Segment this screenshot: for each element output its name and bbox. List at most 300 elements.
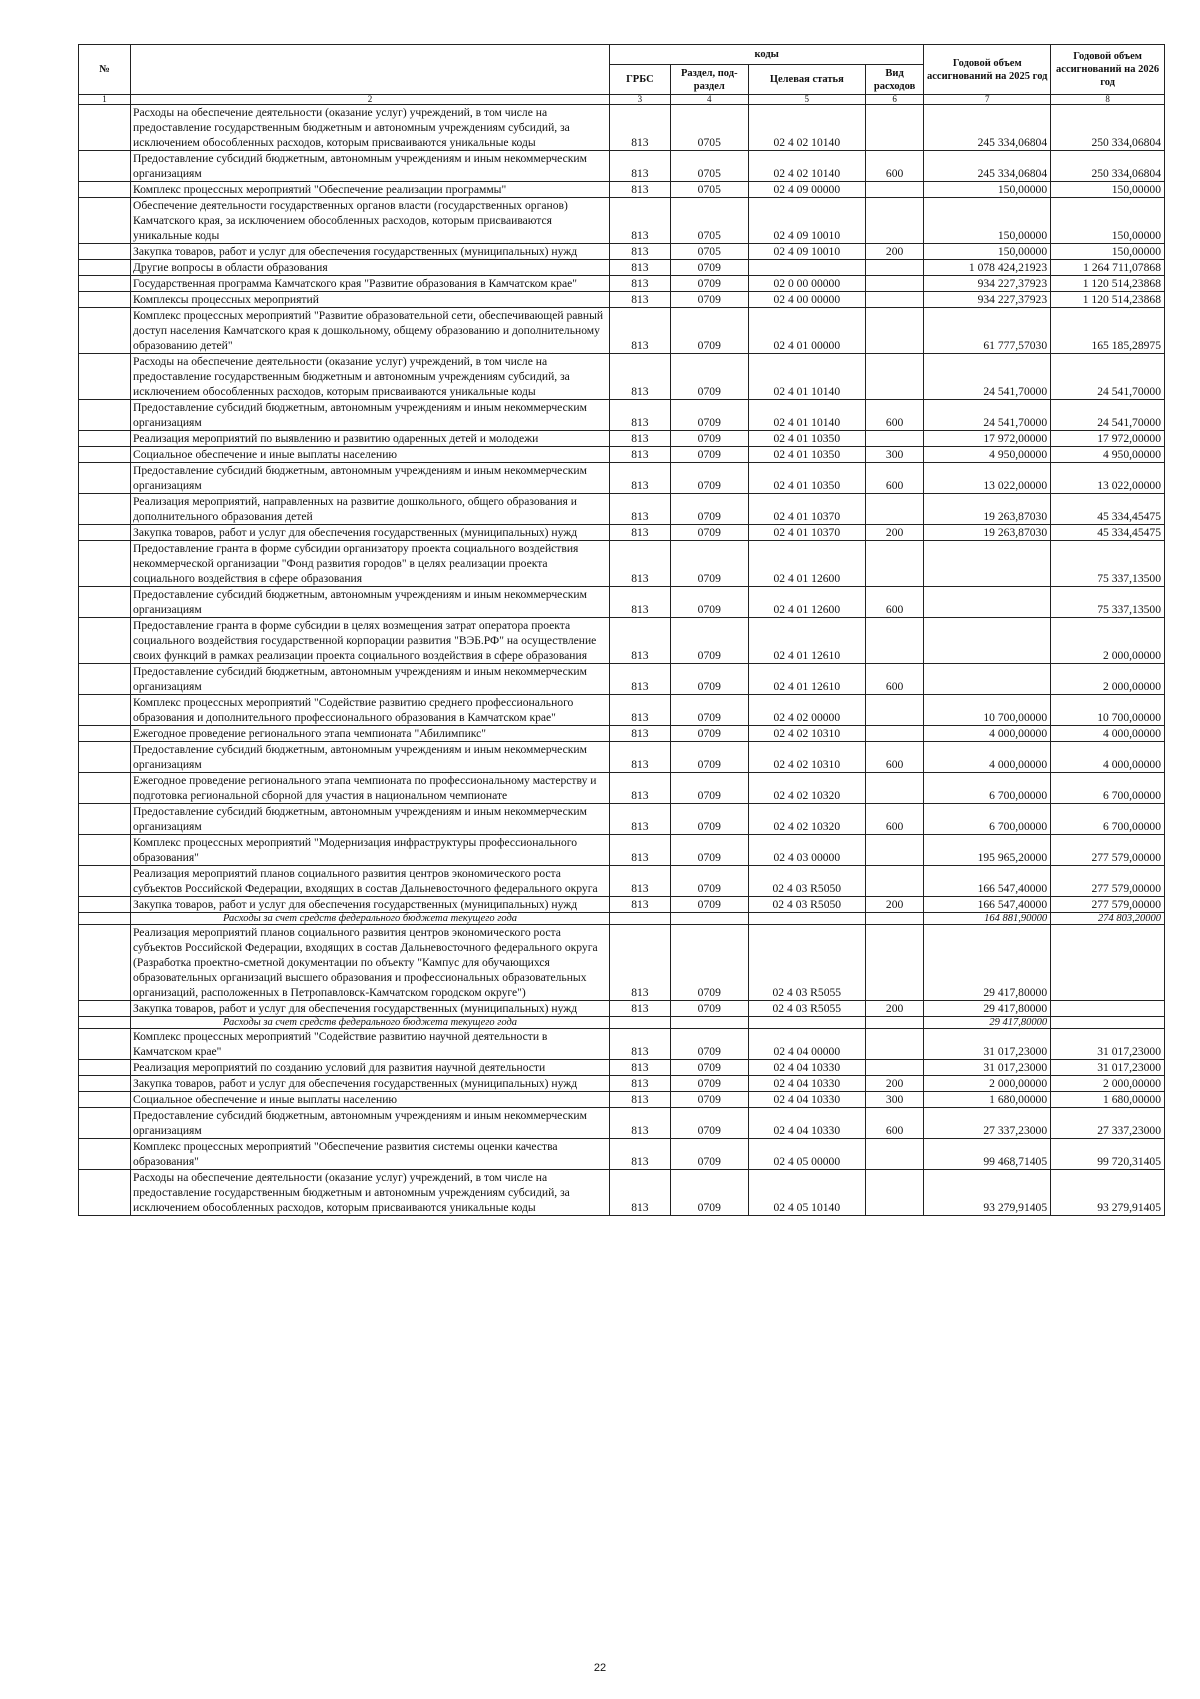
- amount-2026: 277 579,00000: [1051, 835, 1165, 866]
- amount-2026: 2 000,00000: [1051, 1076, 1165, 1092]
- amount-2026: 10 700,00000: [1051, 695, 1165, 726]
- grbs-cell: 813: [610, 726, 671, 742]
- amount-2025: 934 227,37923: [924, 276, 1051, 292]
- amount-2025: 166 547,40000: [924, 866, 1051, 897]
- amount-2025: 1 680,00000: [924, 1092, 1051, 1108]
- grbs-cell: [610, 1017, 671, 1029]
- amount-2026: 1 120 514,23868: [1051, 276, 1165, 292]
- amount-2026: 2 000,00000: [1051, 618, 1165, 664]
- num: [79, 105, 131, 151]
- table-header: [79, 45, 1165, 105]
- razdel-cell: 0709: [670, 400, 748, 431]
- razdel-cell: 0709: [670, 525, 748, 541]
- vr-cell: [865, 773, 924, 804]
- amount-2025: 29 417,80000: [924, 1017, 1051, 1029]
- table-row: [79, 1092, 1165, 1108]
- razdel-cell: 0709: [670, 804, 748, 835]
- num: [79, 244, 131, 260]
- col-index: 4: [670, 95, 748, 105]
- page-number: 22: [593, 1662, 607, 1674]
- vr-cell: 300: [865, 447, 924, 463]
- amount-2026: 31 017,23000: [1051, 1060, 1165, 1076]
- vr-cell: 200: [865, 244, 924, 260]
- amount-2026: 4 000,00000: [1051, 726, 1165, 742]
- amount-2026: 31 017,23000: [1051, 1029, 1165, 1060]
- name-cell: Ежегодное проведение регионального этапа чемпионата "Абилимпикс": [131, 726, 610, 742]
- name-cell: Реализация мероприятий планов социального развития центров экономического роста субъектов Российской Федерации, входящих в состав Дальневосточного федерального округа (Разработка проектно-сметной документации по объекту "Кампус для обучающихся образовательных организаций высшего образования и профессиональных образовательных организаций, расположенных в Петропавловск-Камчатском городском округе"): [131, 925, 610, 1001]
- table-row: [79, 244, 1165, 260]
- csr-cell: [748, 913, 865, 925]
- amount-2026: 250 334,06804: [1051, 105, 1165, 151]
- table-row: [79, 292, 1165, 308]
- amount-2025: 6 700,00000: [924, 773, 1051, 804]
- amount-2025: 6 700,00000: [924, 804, 1051, 835]
- amount-2025: 24 541,70000: [924, 354, 1051, 400]
- vr-cell: [865, 260, 924, 276]
- csr-cell: 02 4 01 00000: [748, 308, 865, 354]
- vr-cell: 200: [865, 897, 924, 913]
- num: [79, 897, 131, 913]
- federal-funds-row: [79, 913, 1165, 925]
- amount-2026: [1051, 1001, 1165, 1017]
- header-2025: Годовой объем ассигнований на 2025 год: [924, 45, 1051, 95]
- csr-cell: 02 4 02 10140: [748, 105, 865, 151]
- amount-2025: 29 417,80000: [924, 925, 1051, 1001]
- name-cell: Реализация мероприятий по созданию условий для развития научной деятельности: [131, 1060, 610, 1076]
- vr-cell: [865, 182, 924, 198]
- amount-2025: 4 950,00000: [924, 447, 1051, 463]
- amount-2026: 27 337,23000: [1051, 1108, 1165, 1139]
- table-row: [79, 276, 1165, 292]
- vr-cell: 600: [865, 151, 924, 182]
- razdel-cell: 0709: [670, 463, 748, 494]
- amount-2026: 150,00000: [1051, 198, 1165, 244]
- col-index: 7: [924, 95, 1051, 105]
- vr-cell: [865, 1139, 924, 1170]
- name-cell: Закупка товаров, работ и услуг для обеспечения государственных (муниципальных) нужд: [131, 1001, 610, 1017]
- vr-cell: 600: [865, 804, 924, 835]
- grbs-cell: 813: [610, 292, 671, 308]
- name-cell: Предоставление субсидий бюджетным, автономным учреждениям и иным некоммерческим организациям: [131, 151, 610, 182]
- table-row: [79, 1108, 1165, 1139]
- num: [79, 866, 131, 897]
- grbs-cell: 813: [610, 308, 671, 354]
- amount-2025: 245 334,06804: [924, 151, 1051, 182]
- name-cell: Предоставление субсидий бюджетным, автономным учреждениям и иным некоммерческим организациям: [131, 463, 610, 494]
- razdel-cell: 0709: [670, 1029, 748, 1060]
- grbs-cell: 813: [610, 804, 671, 835]
- grbs-cell: [610, 913, 671, 925]
- razdel-cell: 0709: [670, 897, 748, 913]
- table-row: [79, 773, 1165, 804]
- name-cell: Другие вопросы в области образования: [131, 260, 610, 276]
- vr-cell: [865, 726, 924, 742]
- table-row: [79, 866, 1165, 897]
- csr-cell: 02 4 02 10320: [748, 804, 865, 835]
- table-row: [79, 400, 1165, 431]
- col-index: 3: [610, 95, 671, 105]
- razdel-cell: 0709: [670, 742, 748, 773]
- num: [79, 400, 131, 431]
- amount-2025: 934 227,37923: [924, 292, 1051, 308]
- table-row: [79, 260, 1165, 276]
- table-body: [79, 105, 1165, 1216]
- vr-cell: [865, 494, 924, 525]
- col-index: 1: [79, 95, 131, 105]
- vr-cell: 600: [865, 400, 924, 431]
- razdel-cell: 0709: [670, 431, 748, 447]
- csr-cell: 02 4 03 R5050: [748, 866, 865, 897]
- name-cell: Реализация мероприятий по выявлению и развитию одаренных детей и молодежи: [131, 431, 610, 447]
- num: [79, 541, 131, 587]
- table-row: [79, 182, 1165, 198]
- vr-cell: [865, 354, 924, 400]
- csr-cell: 02 4 05 10140: [748, 1170, 865, 1216]
- amount-2026: 277 579,00000: [1051, 897, 1165, 913]
- vr-cell: [865, 695, 924, 726]
- csr-cell: 02 4 01 12610: [748, 664, 865, 695]
- grbs-cell: 813: [610, 1170, 671, 1216]
- num: [79, 1108, 131, 1139]
- amount-2026: 24 541,70000: [1051, 354, 1165, 400]
- amount-2025: 93 279,91405: [924, 1170, 1051, 1216]
- amount-2025: 10 700,00000: [924, 695, 1051, 726]
- csr-cell: 02 4 04 10330: [748, 1060, 865, 1076]
- table-row: [79, 1060, 1165, 1076]
- table-row: [79, 541, 1165, 587]
- amount-2026: 13 022,00000: [1051, 463, 1165, 494]
- csr-cell: 02 4 01 12600: [748, 587, 865, 618]
- amount-2026: [1051, 925, 1165, 1001]
- vr-cell: 600: [865, 742, 924, 773]
- vr-cell: [865, 1060, 924, 1076]
- grbs-cell: 813: [610, 276, 671, 292]
- razdel-cell: 0709: [670, 260, 748, 276]
- csr-cell: 02 0 00 00000: [748, 276, 865, 292]
- amount-2026: 75 337,13500: [1051, 541, 1165, 587]
- num: [79, 447, 131, 463]
- amount-2026: 277 579,00000: [1051, 866, 1165, 897]
- razdel-cell: 0705: [670, 182, 748, 198]
- vr-cell: [865, 276, 924, 292]
- table-row: [79, 804, 1165, 835]
- vr-cell: [865, 541, 924, 587]
- amount-2026: 150,00000: [1051, 182, 1165, 198]
- table-row: [79, 354, 1165, 400]
- num: [79, 292, 131, 308]
- amount-2025: 31 017,23000: [924, 1060, 1051, 1076]
- amount-2025: 1 078 424,21923: [924, 260, 1051, 276]
- vr-cell: [865, 913, 924, 925]
- amount-2025: 195 965,20000: [924, 835, 1051, 866]
- csr-cell: 02 4 03 00000: [748, 835, 865, 866]
- amount-2025: [924, 541, 1051, 587]
- name-cell: Комплекс процессных мероприятий "Содействие развитию научной деятельности в Камчатском крае": [131, 1029, 610, 1060]
- vr-cell: [865, 1029, 924, 1060]
- table-row: [79, 1001, 1165, 1017]
- table-row: [79, 525, 1165, 541]
- csr-cell: 02 4 04 10330: [748, 1108, 865, 1139]
- razdel-cell: 0709: [670, 1108, 748, 1139]
- grbs-cell: 813: [610, 1076, 671, 1092]
- vr-cell: [865, 198, 924, 244]
- name-cell: Предоставление субсидий бюджетным, автономным учреждениям и иным некоммерческим организациям: [131, 587, 610, 618]
- vr-cell: 200: [865, 1001, 924, 1017]
- table-row: [79, 1170, 1165, 1216]
- col-index: 8: [1051, 95, 1165, 105]
- razdel-cell: 0709: [670, 1139, 748, 1170]
- name-cell: Социальное обеспечение и иные выплаты населению: [131, 1092, 610, 1108]
- vr-cell: [865, 1017, 924, 1029]
- grbs-cell: 813: [610, 695, 671, 726]
- name-cell: Закупка товаров, работ и услуг для обеспечения государственных (муниципальных) нужд: [131, 244, 610, 260]
- num: [79, 260, 131, 276]
- num: [79, 182, 131, 198]
- name-cell: Предоставление субсидий бюджетным, автономным учреждениям и иным некоммерческим организациям: [131, 1108, 610, 1139]
- table-row: [79, 925, 1165, 1001]
- col-index: 2: [131, 95, 610, 105]
- amount-2025: 245 334,06804: [924, 105, 1051, 151]
- csr-cell: 02 4 09 10010: [748, 244, 865, 260]
- num: [79, 913, 131, 925]
- name-cell: Закупка товаров, работ и услуг для обеспечения государственных (муниципальных) нужд: [131, 897, 610, 913]
- num: [79, 1076, 131, 1092]
- razdel-cell: 0709: [670, 866, 748, 897]
- vr-cell: 600: [865, 463, 924, 494]
- grbs-cell: 813: [610, 541, 671, 587]
- amount-2025: 13 022,00000: [924, 463, 1051, 494]
- name-cell: Обеспечение деятельности государственных органов власти (государственных органов) Камчатского края, за исключением обособленных расходов, которым присваиваются уникальные коды: [131, 198, 610, 244]
- table-row: [79, 308, 1165, 354]
- grbs-cell: 813: [610, 431, 671, 447]
- amount-2026: 99 720,31405: [1051, 1139, 1165, 1170]
- name-cell: Расходы за счет средств федерального бюджета текущего года: [131, 913, 610, 925]
- csr-cell: 02 4 02 10310: [748, 726, 865, 742]
- num: [79, 525, 131, 541]
- csr-cell: 02 4 03 R5055: [748, 925, 865, 1001]
- amount-2025: 150,00000: [924, 182, 1051, 198]
- table-row: [79, 695, 1165, 726]
- csr-cell: 02 4 02 00000: [748, 695, 865, 726]
- amount-2026: 150,00000: [1051, 244, 1165, 260]
- vr-cell: [865, 618, 924, 664]
- csr-cell: 02 4 03 R5050: [748, 897, 865, 913]
- header-num: №: [79, 45, 131, 95]
- table-row: [79, 447, 1165, 463]
- csr-cell: 02 4 02 10140: [748, 151, 865, 182]
- table-row: [79, 105, 1165, 151]
- csr-cell: 02 4 09 00000: [748, 182, 865, 198]
- amount-2025: 150,00000: [924, 198, 1051, 244]
- amount-2026: 1 680,00000: [1051, 1092, 1165, 1108]
- amount-2026: 165 185,28975: [1051, 308, 1165, 354]
- table-row: [79, 1076, 1165, 1092]
- name-cell: Комплексы процессных мероприятий: [131, 292, 610, 308]
- razdel-cell: 0709: [670, 835, 748, 866]
- name-cell: Расходы на обеспечение деятельности (оказание услуг) учреждений, в том числе на предоставление государственным бюджетным и автономным учреждениям субсидий, за исключением обособленных расходов, которым присваиваются уникальные коды: [131, 105, 610, 151]
- razdel-cell: 0709: [670, 587, 748, 618]
- amount-2025: [924, 618, 1051, 664]
- csr-cell: 02 4 04 10330: [748, 1092, 865, 1108]
- vr-cell: 200: [865, 525, 924, 541]
- table-row: [79, 431, 1165, 447]
- header-name: [131, 45, 610, 95]
- name-cell: Предоставление субсидий бюджетным, автономным учреждениям и иным некоммерческим организациям: [131, 804, 610, 835]
- name-cell: Реализация мероприятий планов социального развития центров экономического роста субъектов Российской Федерации, входящих в состав Дальневосточного федерального округа: [131, 866, 610, 897]
- amount-2026: 75 337,13500: [1051, 587, 1165, 618]
- grbs-cell: 813: [610, 1139, 671, 1170]
- amount-2025: 31 017,23000: [924, 1029, 1051, 1060]
- amount-2026: 1 120 514,23868: [1051, 292, 1165, 308]
- amount-2025: 19 263,87030: [924, 525, 1051, 541]
- razdel-cell: 0709: [670, 1001, 748, 1017]
- vr-cell: [865, 431, 924, 447]
- num: [79, 198, 131, 244]
- grbs-cell: 813: [610, 182, 671, 198]
- num: [79, 835, 131, 866]
- razdel-cell: 0709: [670, 354, 748, 400]
- num: [79, 1060, 131, 1076]
- name-cell: Расходы на обеспечение деятельности (оказание услуг) учреждений, в том числе на предоставление государственным бюджетным и автономным учреждениям субсидий, за исключением обособленных расходов, которым присваиваются уникальные коды: [131, 1170, 610, 1216]
- header-vr: Вид расходов: [865, 65, 924, 95]
- table-row: [79, 463, 1165, 494]
- num: [79, 742, 131, 773]
- table-row: [79, 198, 1165, 244]
- num: [79, 726, 131, 742]
- num: [79, 1029, 131, 1060]
- num: [79, 618, 131, 664]
- num: [79, 1017, 131, 1029]
- amount-2026: 17 972,00000: [1051, 431, 1165, 447]
- grbs-cell: 813: [610, 447, 671, 463]
- razdel-cell: 0709: [670, 726, 748, 742]
- amount-2025: 4 000,00000: [924, 742, 1051, 773]
- grbs-cell: 813: [610, 354, 671, 400]
- grbs-cell: 813: [610, 198, 671, 244]
- razdel-cell: 0705: [670, 198, 748, 244]
- csr-cell: 02 4 01 10350: [748, 447, 865, 463]
- amount-2026: 6 700,00000: [1051, 804, 1165, 835]
- num: [79, 664, 131, 695]
- grbs-cell: 813: [610, 1108, 671, 1139]
- grbs-cell: 813: [610, 1092, 671, 1108]
- amount-2026: 4 950,00000: [1051, 447, 1165, 463]
- csr-cell: 02 4 02 10320: [748, 773, 865, 804]
- csr-cell: 02 4 04 00000: [748, 1029, 865, 1060]
- grbs-cell: 813: [610, 525, 671, 541]
- amount-2025: 29 417,80000: [924, 1001, 1051, 1017]
- razdel-cell: 0709: [670, 618, 748, 664]
- table-row: [79, 1139, 1165, 1170]
- amount-2025: 2 000,00000: [924, 1076, 1051, 1092]
- amount-2025: 24 541,70000: [924, 400, 1051, 431]
- amount-2026: 45 334,45475: [1051, 494, 1165, 525]
- grbs-cell: 813: [610, 494, 671, 525]
- vr-cell: [865, 925, 924, 1001]
- vr-cell: [865, 105, 924, 151]
- num: [79, 773, 131, 804]
- grbs-cell: 813: [610, 1029, 671, 1060]
- csr-cell: 02 4 03 R5055: [748, 1001, 865, 1017]
- header-2026: Годовой объем ассигнований на 2026 год: [1051, 45, 1165, 95]
- table-row: [79, 742, 1165, 773]
- table-row: [79, 587, 1165, 618]
- amount-2025: [924, 664, 1051, 695]
- grbs-cell: 813: [610, 835, 671, 866]
- amount-2025: 17 972,00000: [924, 431, 1051, 447]
- table-row: [79, 151, 1165, 182]
- csr-cell: 02 4 01 10350: [748, 431, 865, 447]
- csr-cell: 02 4 01 10140: [748, 400, 865, 431]
- name-cell: Комплекс процессных мероприятий "Модернизация инфраструктуры профессионального образования": [131, 835, 610, 866]
- csr-cell: 02 4 01 10350: [748, 463, 865, 494]
- grbs-cell: 813: [610, 1001, 671, 1017]
- grbs-cell: 813: [610, 244, 671, 260]
- header-razdel: Раздел, под-раздел: [670, 65, 748, 95]
- csr-cell: 02 4 05 00000: [748, 1139, 865, 1170]
- amount-2026: 250 334,06804: [1051, 151, 1165, 182]
- name-cell: Комплекс процессных мероприятий "Обеспечение реализации программы": [131, 182, 610, 198]
- vr-cell: 300: [865, 1092, 924, 1108]
- num: [79, 1092, 131, 1108]
- grbs-cell: 813: [610, 151, 671, 182]
- amount-2026: 1 264 711,07868: [1051, 260, 1165, 276]
- amount-2025: 19 263,87030: [924, 494, 1051, 525]
- num: [79, 1001, 131, 1017]
- num: [79, 354, 131, 400]
- grbs-cell: 813: [610, 1060, 671, 1076]
- grbs-cell: 813: [610, 925, 671, 1001]
- col-index: 6: [865, 95, 924, 105]
- razdel-cell: 0709: [670, 664, 748, 695]
- num: [79, 1170, 131, 1216]
- name-cell: Реализация мероприятий, направленных на развитие дошкольного, общего образования и дополнительного образования детей: [131, 494, 610, 525]
- amount-2026: [1051, 1017, 1165, 1029]
- name-cell: Ежегодное проведение регионального этапа чемпионата по профессиональному мастерству и подготовка региональной сборной для участия в национальном чемпионате: [131, 773, 610, 804]
- razdel-cell: 0709: [670, 494, 748, 525]
- header-grbs: ГРБС: [610, 65, 671, 95]
- vr-cell: 600: [865, 587, 924, 618]
- num: [79, 925, 131, 1001]
- razdel-cell: 0709: [670, 541, 748, 587]
- razdel-cell: 0709: [670, 1060, 748, 1076]
- budget-table-page: [78, 44, 1165, 1216]
- amount-2025: 99 468,71405: [924, 1139, 1051, 1170]
- name-cell: Предоставление субсидий бюджетным, автономным учреждениям и иным некоммерческим организациям: [131, 664, 610, 695]
- razdel-cell: 0709: [670, 1076, 748, 1092]
- num: [79, 431, 131, 447]
- name-cell: Расходы на обеспечение деятельности (оказание услуг) учреждений, в том числе на предоставление государственным бюджетным и автономным учреждениям субсидий, за исключением обособленных расходов, которым присваиваются уникальные коды: [131, 354, 610, 400]
- num: [79, 276, 131, 292]
- vr-cell: 600: [865, 664, 924, 695]
- csr-cell: 02 4 01 12610: [748, 618, 865, 664]
- amount-2026: 2 000,00000: [1051, 664, 1165, 695]
- razdel-cell: 0709: [670, 447, 748, 463]
- razdel-cell: 0709: [670, 276, 748, 292]
- vr-cell: [865, 292, 924, 308]
- csr-cell: 02 4 01 10370: [748, 494, 865, 525]
- name-cell: Комплекс процессных мероприятий "Обеспечение развития системы оценки качества образования": [131, 1139, 610, 1170]
- amount-2026: 93 279,91405: [1051, 1170, 1165, 1216]
- table-row: [79, 618, 1165, 664]
- grbs-cell: 813: [610, 105, 671, 151]
- name-cell: Закупка товаров, работ и услуг для обеспечения государственных (муниципальных) нужд: [131, 1076, 610, 1092]
- name-cell: Предоставление гранта в форме субсидии в целях возмещения затрат оператора проекта социального воздействия государственной корпорации развития "ВЭБ.РФ" на осуществление своих функций в рамках реализации проекта социального воздействия в сфере образования: [131, 618, 610, 664]
- table-row: [79, 835, 1165, 866]
- razdel-cell: [670, 913, 748, 925]
- razdel-cell: 0705: [670, 244, 748, 260]
- razdel-cell: 0709: [670, 925, 748, 1001]
